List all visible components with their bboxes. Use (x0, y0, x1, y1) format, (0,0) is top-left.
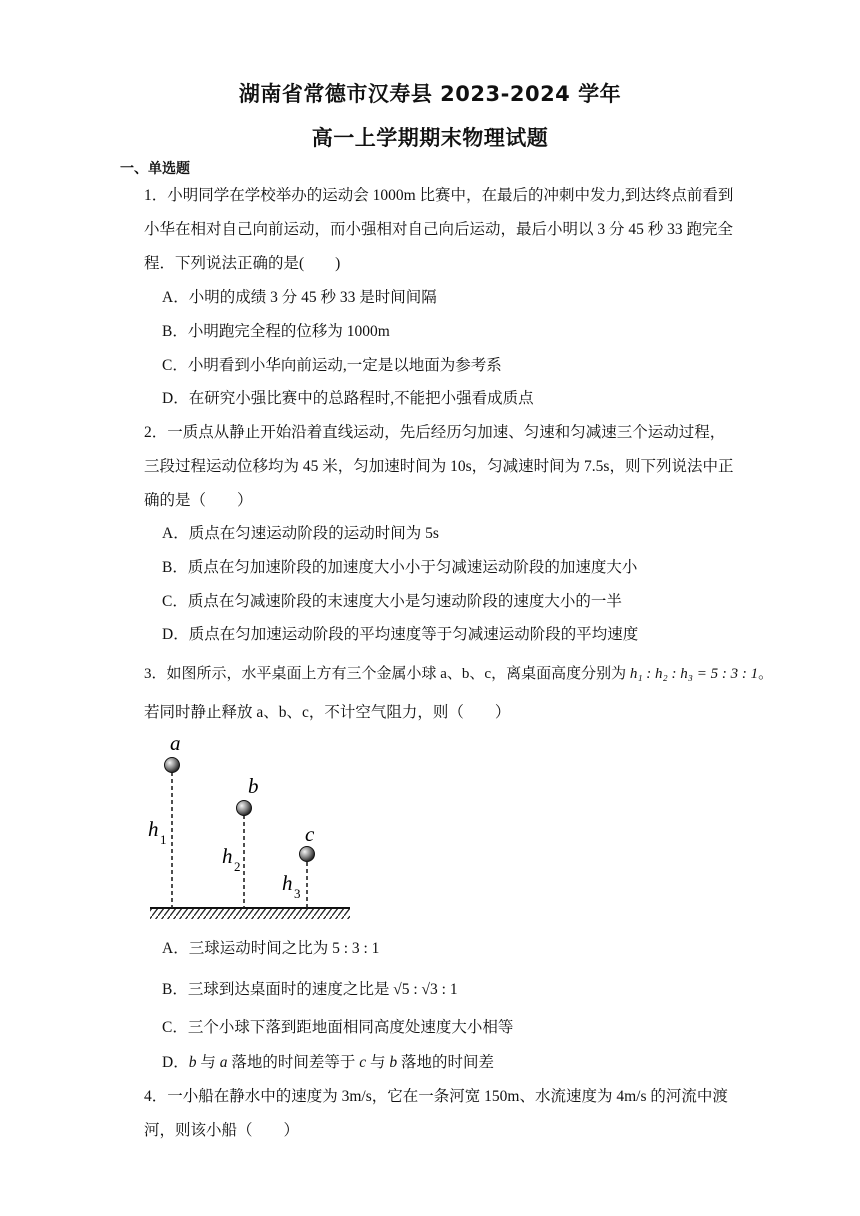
q3-option-b-math: √5 : √3 : 1 (393, 981, 458, 998)
q4-line-1: 4．一小船在静水中的速度为 3m/s，它在一条河宽 150m、水流速度为 4m/s 的河流中渡 (144, 1088, 728, 1105)
q3-option-d-t4: 与 (366, 1054, 390, 1071)
q2-line-2: 三段过程运动位移均为 45 米，匀加速时间为 10s，匀减速时间为 7.5s，则下列说法中正 (144, 458, 734, 475)
q1-line-3: 程．下列说法正确的是( ) (144, 255, 341, 272)
title-line-1: 湖南省常德市汉寿县 2023-2024 学年 (238, 82, 622, 106)
label-h1: h (148, 817, 159, 841)
q3-line-1-text: 3．如图所示，水平桌面上方有三个金属小球 a、b、c，离桌面高度分别为 (144, 666, 630, 682)
label-h3: h (282, 871, 293, 895)
q3-line-1 (144, 664, 774, 684)
q3-option-d-t1: D． (162, 1054, 189, 1071)
q3-option-d-t5: 落地的时间差 (397, 1054, 495, 1071)
ball-a (165, 758, 180, 773)
q2-option-b: B．质点在匀加速阶段的加速度大小小于匀减速运动阶段的加速度大小 (162, 559, 638, 576)
q2-line-1: 2．一质点从静止开始沿着直线运动，先后经历匀加速、匀速和匀减速三个运动过程， (144, 424, 726, 441)
q3-option-b (162, 980, 762, 1000)
label-a: a (170, 732, 181, 755)
label-h2-sub: 2 (234, 859, 241, 874)
q3-line-1-end: 。 (758, 666, 774, 682)
q3-option-a: A．三球运动时间之比为 5 : 3 : 1 (162, 940, 380, 957)
q1-option-c: C．小明看到小华向前运动,一定是以地面为参考系 (162, 357, 502, 374)
q1-option-d: D．在研究小强比赛中的总路程时,不能把小强看成质点 (162, 390, 534, 407)
section-heading: 一、单选题 (120, 161, 190, 177)
q3-option-d-var-a: a (219, 1054, 228, 1071)
q2-line-3: 确的是（ ） (144, 492, 253, 509)
q1-option-b: B．小明跑完全程的位移为 1000m (162, 323, 390, 340)
q1-option-a: A．小明的成绩 3 分 45 秒 33 是时间间隔 (162, 289, 437, 306)
label-h2: h (222, 844, 233, 868)
q4-line-2: 河，则该小船（ ） (144, 1122, 300, 1139)
label-h3-sub: 3 (294, 886, 301, 901)
label-h1-sub: 1 (160, 832, 167, 847)
falling-balls-figure (146, 732, 356, 922)
q3-option-d-var-b: b (188, 1054, 197, 1071)
label-b: b (248, 774, 259, 798)
q3-option-d-var-b2: b (389, 1054, 398, 1071)
q1-line-2: 小华在相对自己向前运动，而小强相对自己向后运动，最后小明以 3 分 45 秒 33 跑完全 (144, 221, 734, 238)
ball-c (300, 847, 315, 862)
q1-line-1: 1．小明同学在学校举办的运动会 1000m 比赛中，在最后的冲刺中发力,到达终点前看到 (144, 187, 734, 204)
ball-b (237, 801, 252, 816)
q3-height-ratio: h₁ : h₂ : h₃ = 5 : 3 : 1 (629, 666, 759, 682)
q3-option-d-t3: 落地的时间差等于 (227, 1054, 360, 1071)
label-c: c (305, 822, 315, 846)
q3-line-2: 若同时静止释放 a、b、c，不计空气阻力，则（ ） (144, 704, 511, 721)
q3-option-c: C．三个小球下落到距地面相同高度处速度大小相等 (162, 1019, 514, 1036)
q3-option-d-t2: 与 (196, 1054, 220, 1071)
tabletop-hatching (150, 909, 350, 919)
q2-option-d: D．质点在匀加速运动阶段的平均速度等于匀减速运动阶段的平均速度 (162, 626, 639, 643)
q3-option-d-var-c: c (359, 1054, 367, 1071)
q3-option-b-text: B．三球到达桌面时的速度之比是 (162, 981, 394, 998)
title-line-2: 高一上学期期末物理试题 (311, 126, 549, 150)
q2-option-a: A．质点在匀速运动阶段的运动时间为 5s (162, 525, 439, 542)
q3-option-d (162, 1053, 762, 1073)
q2-option-c: C．质点在匀减速阶段的末速度大小是匀速动阶段的速度大小的一半 (162, 593, 622, 610)
